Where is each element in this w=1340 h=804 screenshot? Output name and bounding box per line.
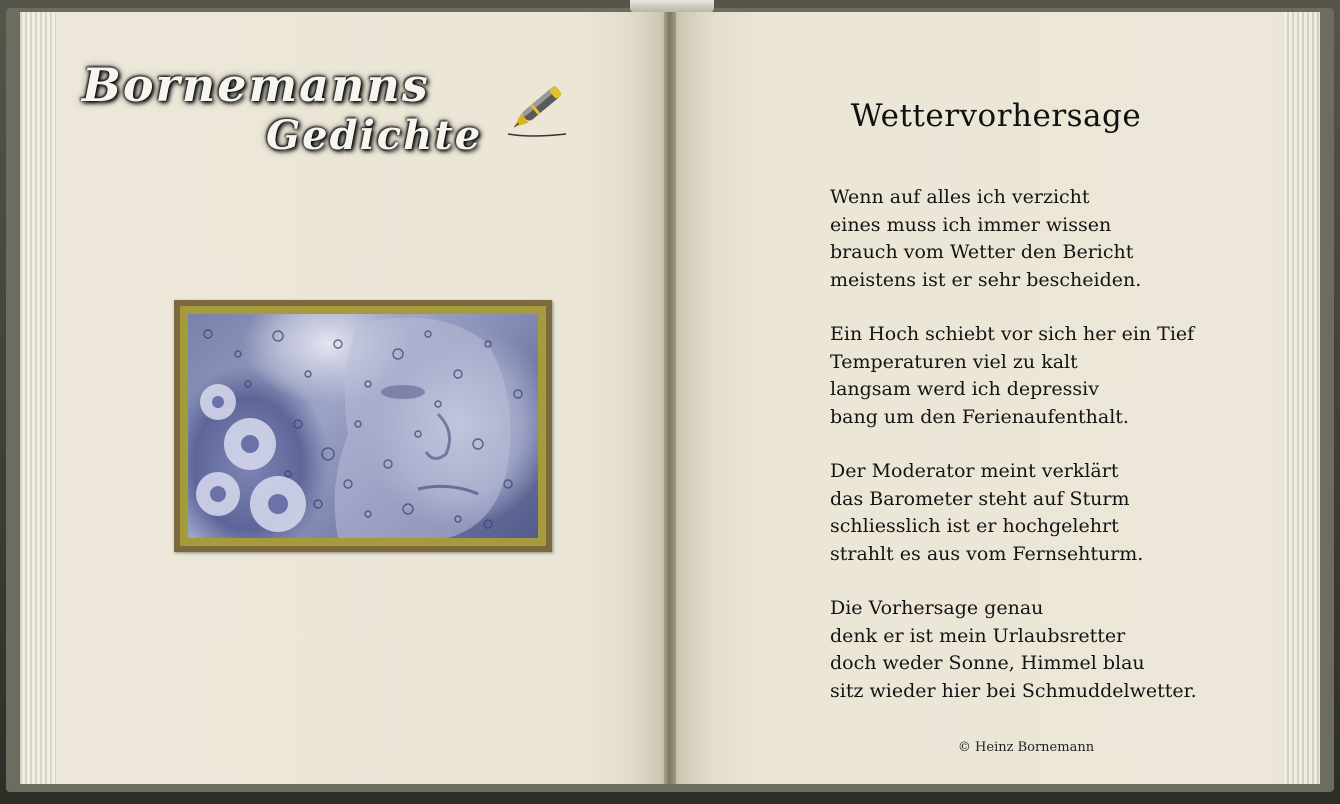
poem-stanza — [830, 321, 1310, 431]
poem-line: denk er ist mein Urlaubsretter — [830, 624, 1126, 647]
poem-stanza — [830, 595, 1310, 705]
brand-logo[interactable] — [82, 58, 502, 168]
poem-stanza — [830, 184, 1310, 294]
poem-line: schliesslich ist er hochgelehrt — [830, 515, 1119, 537]
poem-line: Der Moderator meint verklärt — [830, 460, 1119, 482]
poem-line: sitz wieder hier bei Schmuddelwetter. — [830, 679, 1197, 702]
poem-illustration — [188, 314, 538, 538]
poem-line: strahlt es aus vom Fernsehturm. — [830, 542, 1144, 565]
poem-illustration-frame — [174, 300, 552, 552]
poem-stanza — [830, 458, 1310, 568]
poem-line: langsam werd ich depressiv — [830, 378, 1099, 400]
poem-line: Ein Hoch schiebt vor sich her ein Tief — [830, 323, 1195, 345]
poem-line: doch weder Sonne, Himmel blau — [830, 652, 1145, 674]
fountain-pen-icon — [500, 76, 580, 140]
poem-line: meistens ist er sehr bescheiden. — [830, 268, 1142, 291]
book-clasp — [630, 0, 714, 12]
brand-title-line2: Gedichte — [266, 112, 483, 159]
poem-line: brauch vom Wetter den Bericht — [830, 241, 1134, 263]
poem-text — [830, 184, 1310, 732]
left-page-edges — [20, 12, 56, 784]
poem-line: bang um den Ferienaufenthalt. — [830, 405, 1129, 428]
poem-line: das Barometer steht auf Sturm — [830, 487, 1130, 510]
poem-line: eines muss ich immer wissen — [830, 213, 1112, 236]
poem-line: Temperaturen viel zu kalt — [830, 350, 1078, 373]
copyright-notice: © Heinz Bornemann — [957, 740, 1095, 755]
photo-mat — [180, 306, 546, 546]
brand-title-line1: Bornemanns — [82, 58, 430, 112]
poem-line: Wenn auf alles ich verzicht — [830, 186, 1090, 208]
poem-title: Wettervorhersage — [850, 98, 1142, 134]
poem-line: Die Vorhersage genau — [830, 597, 1044, 619]
